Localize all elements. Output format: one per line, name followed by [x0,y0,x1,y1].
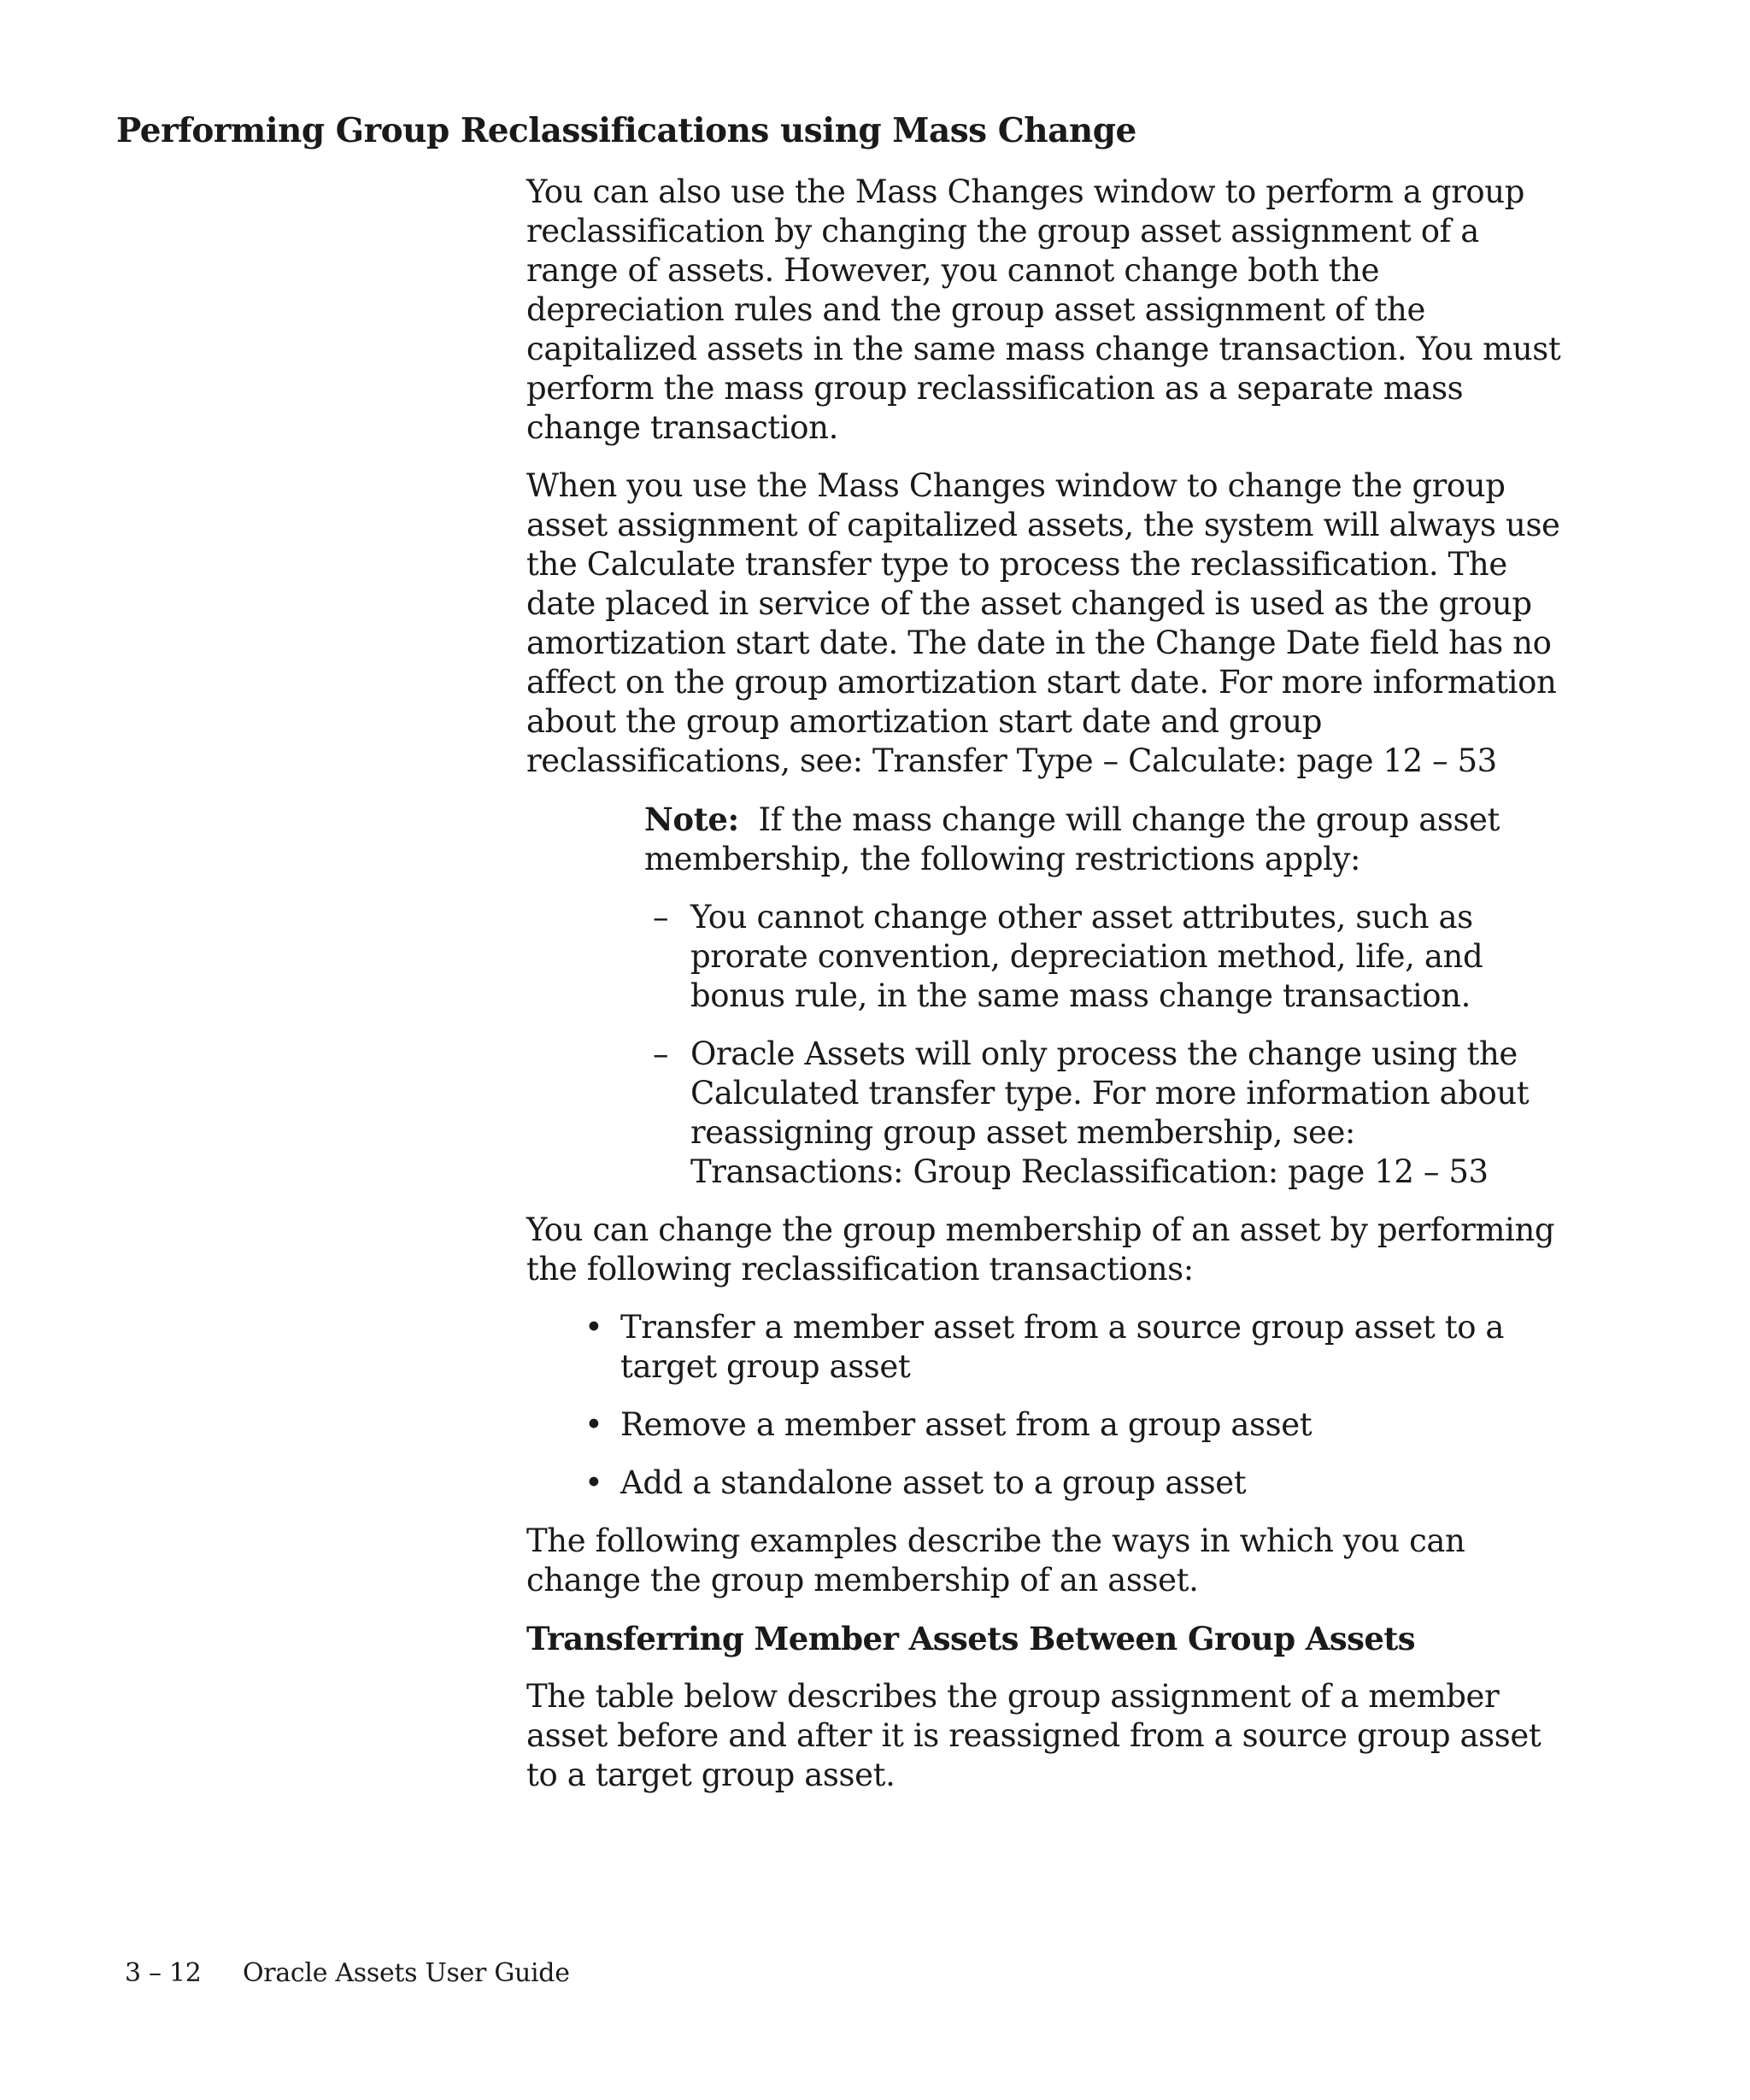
paragraph-table-intro: The table below describes the group assignment of a member asset before and after it is reassigned from a source group asset to a target group asset. [526,1678,1542,1793]
note-block [526,800,1577,879]
dash-marker: – [653,1035,669,1072]
list-item-text: Transfer a member asset from a source group asset to a target group asset [620,1309,1505,1385]
list-item-text: Add a standalone asset to a group asset [620,1464,1247,1501]
list-item [644,898,1577,1016]
list-item-text: Oracle Assets will only process the change using the Calculated transfer type. For more information about reassigning group asset membership, see: Transactions: Group Reclassification: page 12 – 53 [690,1035,1530,1190]
paragraph-examples-intro: The following examples describe the ways in which you can change the group membership of an asset. [526,1522,1465,1598]
list-item [644,1035,1577,1192]
dash-marker: – [653,899,669,936]
subsection-heading: Transferring Member Assets Between Group Assets [526,1620,1416,1657]
paragraph-change-membership: You can change the group membership of an asset by performing the following reclassification transactions: [526,1211,1555,1288]
page-footer [125,1956,570,1991]
body-column [526,173,1577,1814]
list-item [584,1464,1577,1503]
reclassification-list [526,1308,1577,1503]
bullet-marker: • [584,1309,603,1346]
note-text: If the mass change will change the group asset membership, the following restrictions apply: [644,801,1500,877]
restrictions-list [526,898,1577,1192]
list-item [584,1308,1577,1387]
bullet-marker: • [584,1464,603,1501]
list-item-text: Remove a member asset from a group asset [620,1406,1312,1443]
book-title: Oracle Assets User Guide [243,1958,570,1988]
list-item-text: You cannot change other asset attributes, such as prorate convention, depreciation method, life, and bonus rule, in the same mass change transaction. [690,899,1483,1014]
section-heading: Performing Group Reclassifications using Mass Change [116,111,1136,150]
bullet-marker: • [584,1406,603,1443]
list-item [584,1405,1577,1445]
paragraph-mass-changes-intro: You can also use the Mass Changes window to perform a group reclassification by changing the group asset assignment of a range of assets. However, you cannot change both the depreciation rules and the group asset assignment of the capitalized assets in the same mass change transaction. You must perform the mass group reclassification as a separate mass change transaction. [526,173,1561,446]
note-label: Note: [644,801,739,838]
page-number: 3 – 12 [125,1958,202,1988]
paragraph-calculate-transfer: When you use the Mass Changes window to change the group asset assignment of capitalized assets, the system will always use the Calculate transfer type to process the reclassification. The date placed in service of the asset changed is used as the group amortization start date. The date in the Change Date field has no affect on the group amortization start date. For more information about the group amortization start date and group reclassifications, see: Transfer Type – Calculate: page 12 – 53 [526,467,1560,779]
